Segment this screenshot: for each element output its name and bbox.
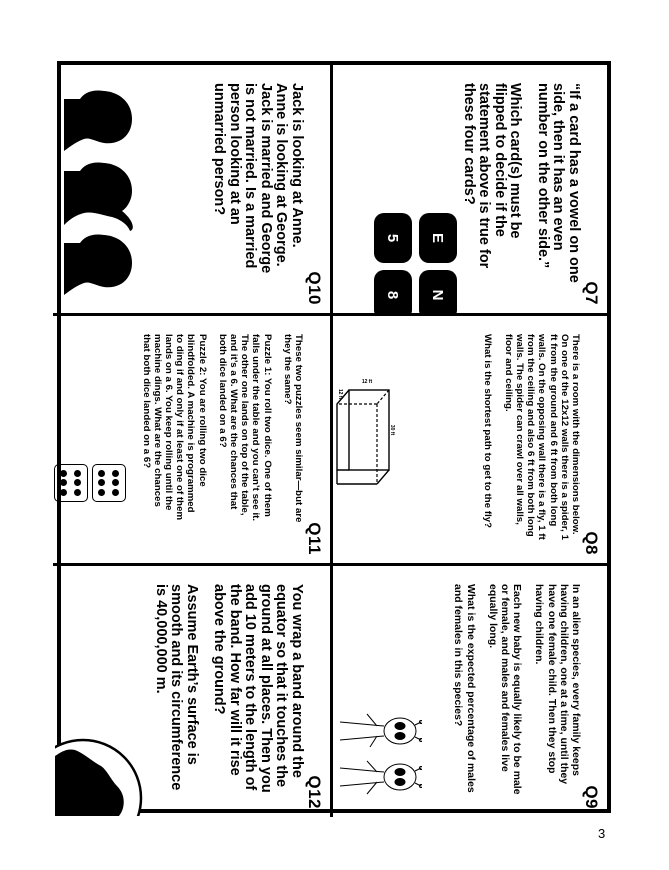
question-number: Q7: [582, 281, 601, 305]
puzzle-card-sheet: [57, 61, 611, 813]
question-number: Q12: [305, 775, 324, 809]
description: In an alien species, every family keeps having children, one at a time, until they have one female child. Then they stop having children.: [533, 584, 581, 785]
card-q11: [53, 316, 330, 566]
aliens-icon: [337, 709, 422, 804]
letter-cards: [374, 213, 457, 316]
question-text: [211, 83, 304, 283]
card-face: 5: [374, 213, 412, 263]
side-label: 30 ft: [389, 424, 395, 436]
die-six-icon: [54, 464, 88, 502]
question-text: [481, 334, 581, 549]
assumption: Each new baby is equally likely to be male or female, and males and females live equally long.: [486, 584, 523, 795]
question-number: Q10: [305, 271, 324, 305]
head-silhouettes-icon: [62, 79, 142, 304]
question: What is the expected percentage of males and females in this species?: [452, 584, 476, 793]
question: Jack is looking at Anne. Anne is looking at George. Jack is married and George is not married. Is a married person looking at an unmarried person?: [211, 83, 305, 274]
puzzle-2: Puzzle 2: You are rolling two dice blindfolded. A machine is programmed to ding if and only if at least one of them lands on a 6. You keep rolling until the machine dings. What are the chances that both dice landed on a 6?: [140, 334, 208, 521]
top-label: 12 ft: [361, 379, 373, 385]
question: You wrap a band around the equator so that it touches the ground at all places. Then you add 10 meters to the length of the band. How far will it rise above the ground?: [211, 584, 305, 793]
question-number: Q9: [582, 785, 601, 809]
card-q8: [330, 316, 607, 566]
question-number: Q11: [305, 522, 324, 555]
card-q7: [330, 65, 607, 316]
page-number: 3: [598, 826, 606, 841]
depth-label: 12 ft: [337, 388, 343, 400]
question-text: [461, 83, 582, 283]
question-text: [140, 334, 304, 524]
card-q12: [53, 566, 330, 817]
question-number: Q8: [582, 531, 601, 555]
question: Which card(s) must be flipped to decide if the statement above is true for these four cards?: [461, 83, 524, 269]
card-q10: [53, 65, 330, 316]
card-face: N: [419, 270, 457, 316]
earth-globe-icon: [55, 736, 145, 816]
card-q9: [330, 566, 607, 817]
intro: These two puzzles seem similar—but are they the same?: [281, 334, 304, 523]
dice-pair: [54, 464, 126, 502]
question: What is the shortest path to get to the fly?: [481, 334, 493, 529]
die-six-icon: [92, 464, 126, 502]
statement: “If a card has a vowel on one side, then it has an even number on the other side.”: [535, 83, 582, 283]
card-face: E: [419, 213, 457, 263]
card-face: 8: [374, 270, 412, 316]
question-text: [153, 584, 305, 794]
puzzle-1: Puzzle 1: You roll two dice. One of them falls under the table and you can’t see it. The other one lands on top of the table, and it’s a 6. What are the chances that both dice landed on a 6?: [216, 334, 273, 522]
assumption: Assume Earth’s surface is smooth and its circumference is 40,000,000 m.: [153, 584, 200, 791]
description: There is a room with the dimensions below. On one of the 12x12 walls there is a spider, 1 ft from the ground and 6 ft from both long walls. On the opposing wall there is a fly, 1 ft from the ceiling and also 6 ft from both long walls. The spider can crawl over all walls, floor and ceiling.: [502, 334, 581, 540]
question-text: [451, 584, 581, 799]
room-box-diagram-icon: [333, 376, 395, 486]
